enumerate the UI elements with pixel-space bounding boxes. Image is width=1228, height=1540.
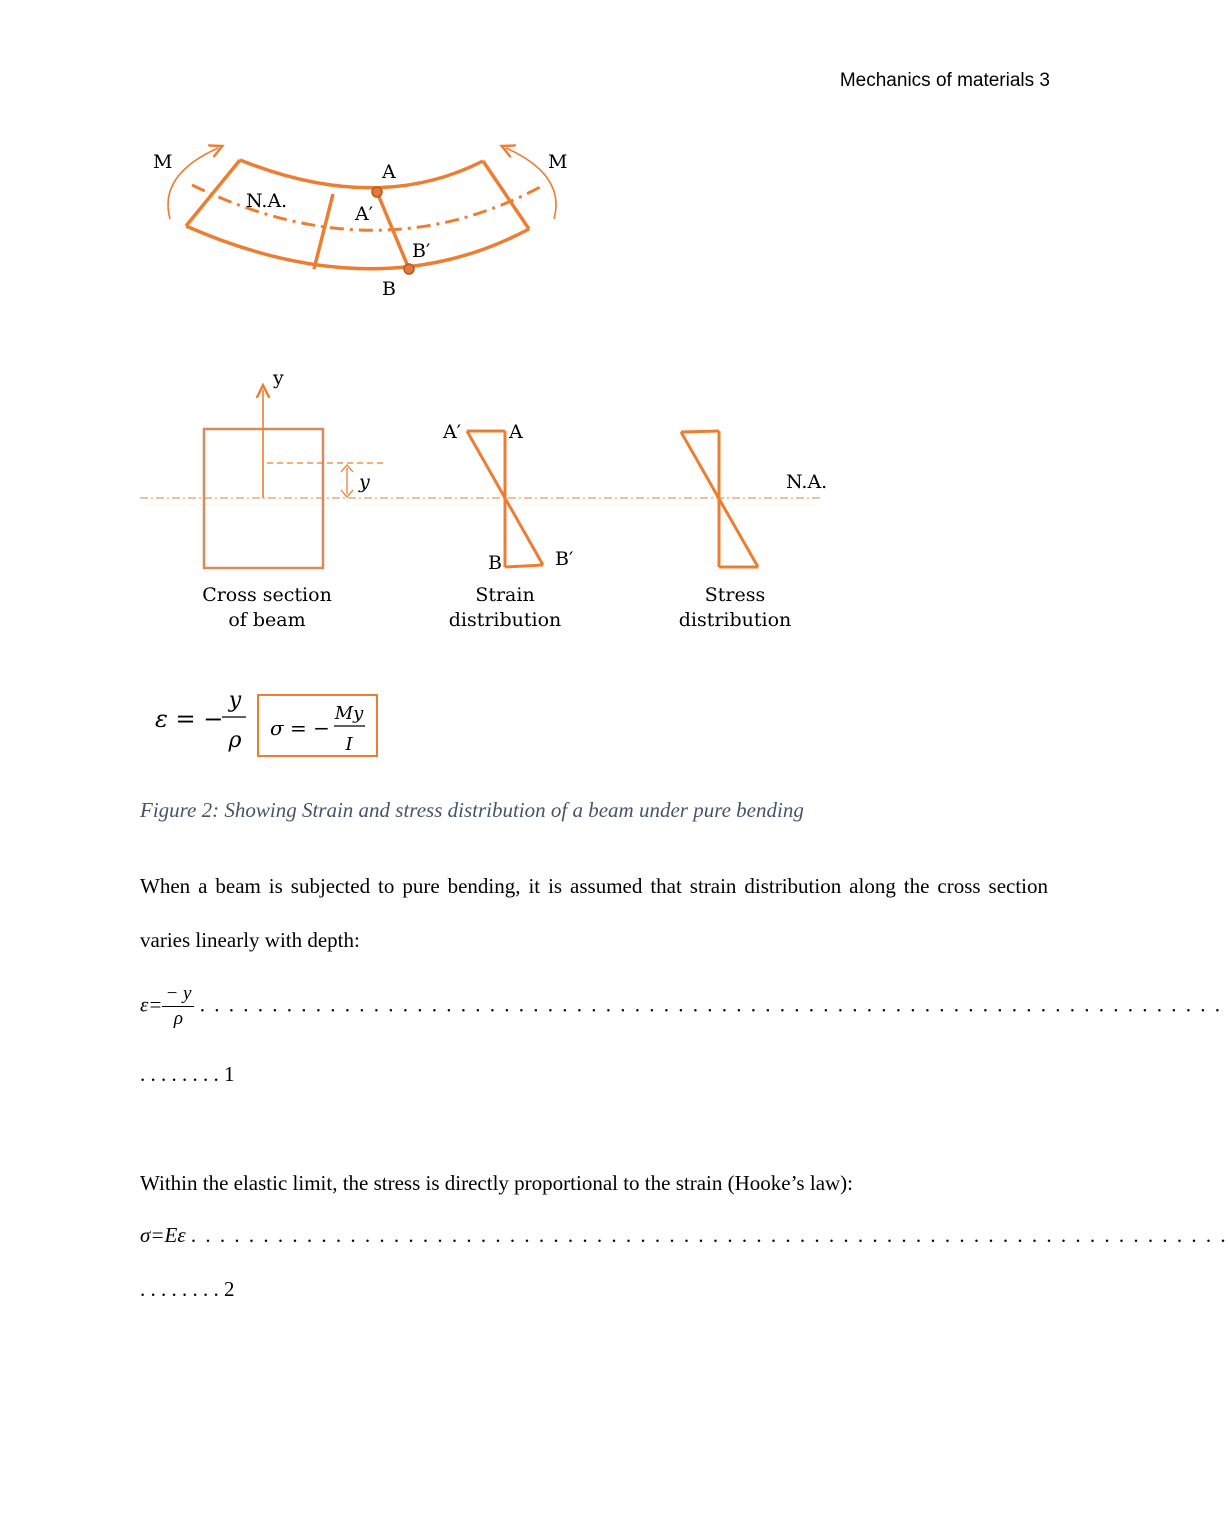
svg-text:I: I — [345, 734, 353, 755]
bending-figure — [0, 0, 1190, 780]
y-dimension-label: y — [359, 471, 370, 493]
svg-text:ε = −: ε = − — [155, 705, 224, 733]
point-b-prime-label: B′ — [412, 240, 431, 262]
stress-caption-2: distribution — [678, 609, 792, 631]
equation-2-number: . . . . . . . . 2 — [140, 1277, 235, 1301]
moment-label-left: M — [153, 151, 173, 173]
moment-label-right: M — [548, 151, 568, 173]
beam-right-end — [483, 161, 529, 229]
paragraph-strain: When a beam is subjected to pure bending, it is assumed that strain distribution along the cross section varies linearly with depth: — [140, 874, 1048, 952]
equation-2 — [140, 1223, 1228, 1248]
point-a-prime-label: A′ — [355, 203, 374, 225]
section-line-left — [314, 194, 333, 269]
equation-1-fraction: $\frac{- y}{\rho}$ — [162, 982, 194, 1031]
equation-1-leader: . . . . . . . . . . . . . . . . . . . . . . . . . . . . . . . . . . . . . . . . . . . . . . . . . . . . . . . . . . . . . . . . . . . . . . . — [199, 992, 1222, 1017]
strain-caption-2: distribution — [448, 609, 562, 631]
svg-text:σ = −: σ = − — [270, 716, 330, 740]
stress-caption-1: Stress — [704, 584, 766, 606]
paragraph-hooke: Within the elastic limit, the stress is directly proportional to the strain (Hooke’s law): — [140, 1171, 854, 1195]
y-axis-label: y — [273, 367, 284, 389]
formula-strain — [155, 688, 246, 753]
formula-stress — [270, 703, 365, 755]
equation-1-number: . . . . . . . . 1 — [140, 1062, 235, 1086]
strain-b-prime-label: B′ — [555, 548, 574, 570]
equation-2-lhs: σ=Eε — [140, 1223, 186, 1247]
equation-1 — [140, 982, 1222, 1031]
point-a-marker — [372, 187, 382, 197]
strain-caption-1: Strain — [475, 584, 535, 606]
figure-caption: Figure 2: Showing Strain and stress distribution of a beam under pure bending — [140, 798, 804, 822]
strain-b-label: B — [488, 552, 502, 574]
beam-bottom-edge — [186, 226, 529, 269]
strain-a-prime-label: A′ — [443, 421, 462, 443]
beam-na-label: N.A. — [246, 190, 288, 212]
point-a-label: A — [382, 161, 396, 183]
strain-diagram — [467, 431, 543, 567]
svg-text:My: My — [334, 703, 364, 724]
point-b-marker — [404, 264, 414, 274]
equation-1-lhs: ε= — [140, 992, 163, 1017]
equation-2-leader: . . . . . . . . . . . . . . . . . . . . . . . . . . . . . . . . . . . . . . . . . . . . . . . . . . . . . . . . . . . . . . . . . . . . . . . . — [190, 1223, 1228, 1247]
point-b-label: B — [382, 278, 396, 300]
cross-section-caption-2: of beam — [228, 609, 306, 631]
page-header: Mechanics of materials 3 — [839, 70, 1050, 91]
cross-section-caption-1: Cross section — [202, 584, 332, 606]
beam-left-end — [186, 160, 240, 226]
beam-top-edge — [240, 160, 483, 188]
sections-na-label: N.A. — [786, 471, 828, 493]
strain-a-label: A — [509, 421, 523, 443]
moment-arrow-left — [168, 148, 218, 219]
stress-diagram — [681, 431, 758, 567]
svg-text:y: y — [228, 688, 242, 713]
svg-text:ρ: ρ — [228, 728, 242, 753]
